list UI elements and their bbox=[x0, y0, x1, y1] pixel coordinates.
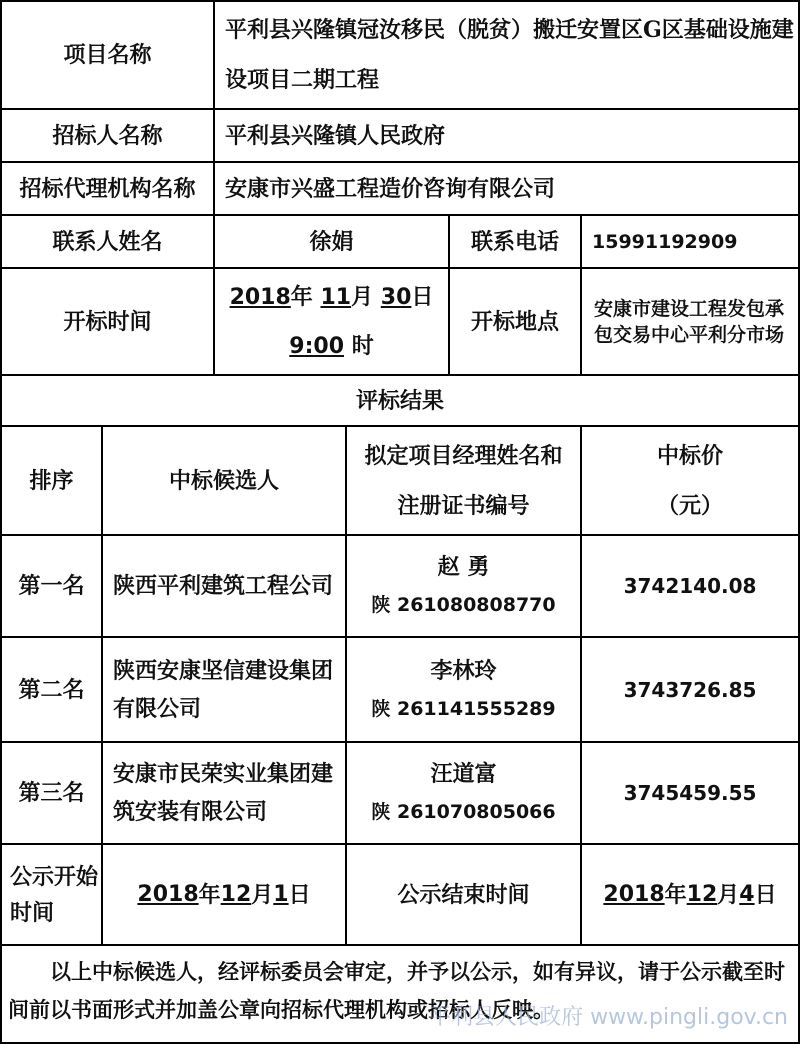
price-3: 3745459.55 bbox=[623, 781, 757, 805]
notice-text: 以上中标候选人，经评标委员会审定，并予以公示，如有异议，请于公示截至时间前以书面形式并加盖公章向招标代理机构或招标人反映。 bbox=[8, 959, 785, 1022]
manager-3: 汪道富 陕 261070805066 bbox=[371, 761, 556, 823]
project-name-label: 项目名称 bbox=[63, 42, 152, 68]
contact-phone-label: 联系电话 bbox=[470, 228, 559, 255]
publicity-end-label: 公示结束时间 bbox=[397, 881, 530, 908]
header-rank: 排序 bbox=[29, 467, 74, 494]
manager-1: 赵 勇 陕 261080808770 bbox=[371, 554, 556, 616]
header-manager: 拟定项目经理姓名和 注册证书编号 bbox=[364, 442, 563, 519]
price-2: 3743726.85 bbox=[623, 677, 757, 702]
manager-2: 李林玲 陕 261141555289 bbox=[371, 657, 556, 720]
contact-name-value: 徐娟 bbox=[309, 228, 354, 255]
contact-name-label: 联系人姓名 bbox=[52, 228, 163, 255]
candidate-3: 安康市民荣实业集团建筑安装有限公司 bbox=[113, 761, 334, 825]
contact-phone-value: 15991192909 bbox=[592, 230, 738, 253]
opening-place-value: 安康市建设工程发包承包交易中心平利分市场 bbox=[593, 297, 784, 346]
opening-place-label: 开标地点 bbox=[470, 308, 559, 335]
rank-1: 第一名 bbox=[18, 573, 85, 599]
row-divider bbox=[0, 944, 800, 946]
tenderer-value: 平利县兴隆镇人民政府 bbox=[225, 122, 446, 149]
header-candidate: 中标候选人 bbox=[168, 467, 279, 494]
project-name-value: 平利县兴隆镇冠汝移民（脱贫）搬迁安置区G区基础设施建设项目二期工程 bbox=[225, 17, 794, 93]
agency-label: 招标代理机构名称 bbox=[19, 175, 196, 202]
rank-3: 第三名 bbox=[18, 780, 85, 806]
publicity-start-value: 2018 年 12 月 1 日 bbox=[137, 881, 311, 908]
tenderer-label: 招标人名称 bbox=[52, 122, 163, 149]
header-price: 中标价 （元） bbox=[656, 442, 723, 519]
candidate-2: 陕西安康坚信建设集团有限公司 bbox=[113, 657, 334, 722]
opening-hour: 9:00 时 bbox=[289, 332, 374, 359]
opening-date: 2018年 11月 30日 bbox=[229, 283, 434, 310]
opening-day: 30 bbox=[380, 284, 412, 310]
rank-2: 第二名 bbox=[18, 676, 85, 703]
opening-year: 2018 bbox=[229, 284, 291, 310]
opening-time-label: 开标时间 bbox=[63, 308, 152, 335]
candidate-1: 陕西平利建筑工程公司 bbox=[113, 573, 334, 599]
site-watermark: 平利县人民政府 www.pingli.gov.cn bbox=[429, 1005, 788, 1030]
publicity-start-label: 公示开始时间 bbox=[10, 863, 99, 926]
opening-month: 11 bbox=[320, 284, 352, 310]
result-title: 评标结果 bbox=[355, 387, 444, 414]
publicity-end-value: 2018 年 12 月 4 日 bbox=[603, 881, 777, 908]
agency-value: 安康市兴盛工程造价咨询有限公司 bbox=[225, 175, 556, 202]
price-1: 3742140.08 bbox=[623, 574, 757, 598]
opening-time-value bbox=[215, 269, 448, 374]
